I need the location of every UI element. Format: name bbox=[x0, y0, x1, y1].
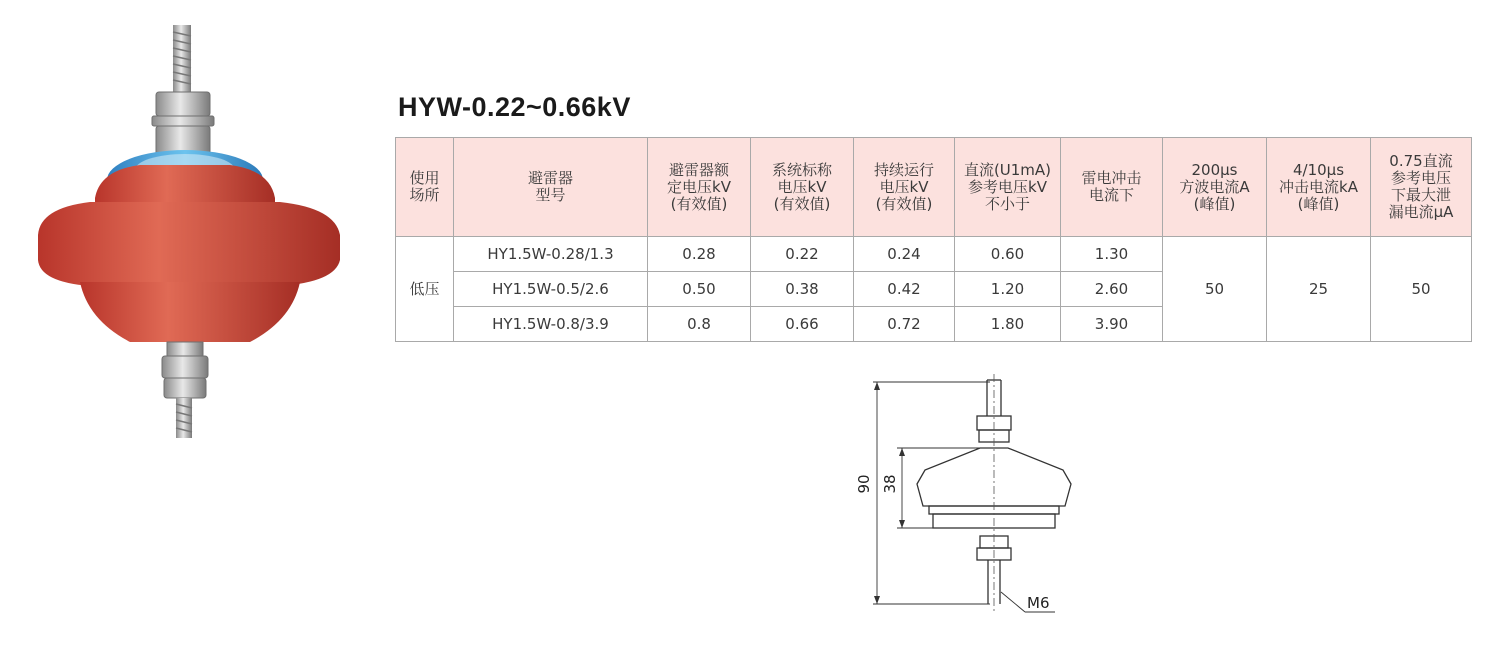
header-leakage-current: 0.75直流 参考电压 下最大泄 漏电流μA bbox=[1371, 138, 1472, 237]
cell-lightning-impulse: 2.60 bbox=[1061, 272, 1163, 307]
cell-continuous-voltage: 0.24 bbox=[854, 237, 955, 272]
header-lightning-impulse: 雷电冲击 电流下 bbox=[1061, 138, 1163, 237]
header-rated-voltage: 避雷器额 定电压kV (有效值) bbox=[648, 138, 751, 237]
product-title: HYW-0.22~0.66kV bbox=[398, 92, 631, 122]
header-nominal-voltage: 系统标称 电压kV (有效值) bbox=[751, 138, 854, 237]
cell-nominal-voltage: 0.22 bbox=[751, 237, 854, 272]
cell-dc-reference-voltage: 1.80 bbox=[955, 307, 1061, 342]
thread-label: M6 bbox=[1027, 594, 1050, 612]
cell-leakage-current: 50 bbox=[1371, 237, 1472, 342]
cell-rated-voltage: 0.50 bbox=[648, 272, 751, 307]
cell-nominal-voltage: 0.38 bbox=[751, 272, 854, 307]
cell-impulse-current: 25 bbox=[1267, 237, 1371, 342]
product-photo bbox=[30, 20, 360, 450]
cell-dc-reference-voltage: 0.60 bbox=[955, 237, 1061, 272]
cell-model: HY1.5W-0.28/1.3 bbox=[454, 237, 648, 272]
dimension-drawing bbox=[855, 372, 1075, 622]
table-row bbox=[396, 237, 1472, 272]
header-continuous-voltage: 持续运行 电压kV (有效值) bbox=[854, 138, 955, 237]
cell-rated-voltage: 0.28 bbox=[648, 237, 751, 272]
dimension-body-height: 38 bbox=[881, 474, 899, 494]
cell-dc-reference-voltage: 1.20 bbox=[955, 272, 1061, 307]
cell-model: HY1.5W-0.5/2.6 bbox=[454, 272, 648, 307]
cell-continuous-voltage: 0.72 bbox=[854, 307, 955, 342]
dimension-overall-height: 90 bbox=[855, 474, 873, 494]
header-impulse-current: 4/10μs 冲击电流kA (峰值) bbox=[1267, 138, 1371, 237]
table-header-row bbox=[396, 138, 1472, 237]
cell-lightning-impulse: 3.90 bbox=[1061, 307, 1163, 342]
cell-model: HY1.5W-0.8/3.9 bbox=[454, 307, 648, 342]
cell-nominal-voltage: 0.66 bbox=[751, 307, 854, 342]
cell-lightning-impulse: 1.30 bbox=[1061, 237, 1163, 272]
header-model: 避雷器 型号 bbox=[454, 138, 648, 237]
header-dc-reference-voltage: 直流(U1mA) 参考电压kV 不小于 bbox=[955, 138, 1061, 237]
cell-continuous-voltage: 0.42 bbox=[854, 272, 955, 307]
header-location: 使用 场所 bbox=[396, 138, 454, 237]
header-square-wave-current: 200μs 方波电流A (峰值) bbox=[1163, 138, 1267, 237]
cell-square-wave-current: 50 bbox=[1163, 237, 1267, 342]
cell-rated-voltage: 0.8 bbox=[648, 307, 751, 342]
cell-location: 低压 bbox=[396, 237, 454, 342]
spec-table bbox=[395, 137, 1472, 342]
